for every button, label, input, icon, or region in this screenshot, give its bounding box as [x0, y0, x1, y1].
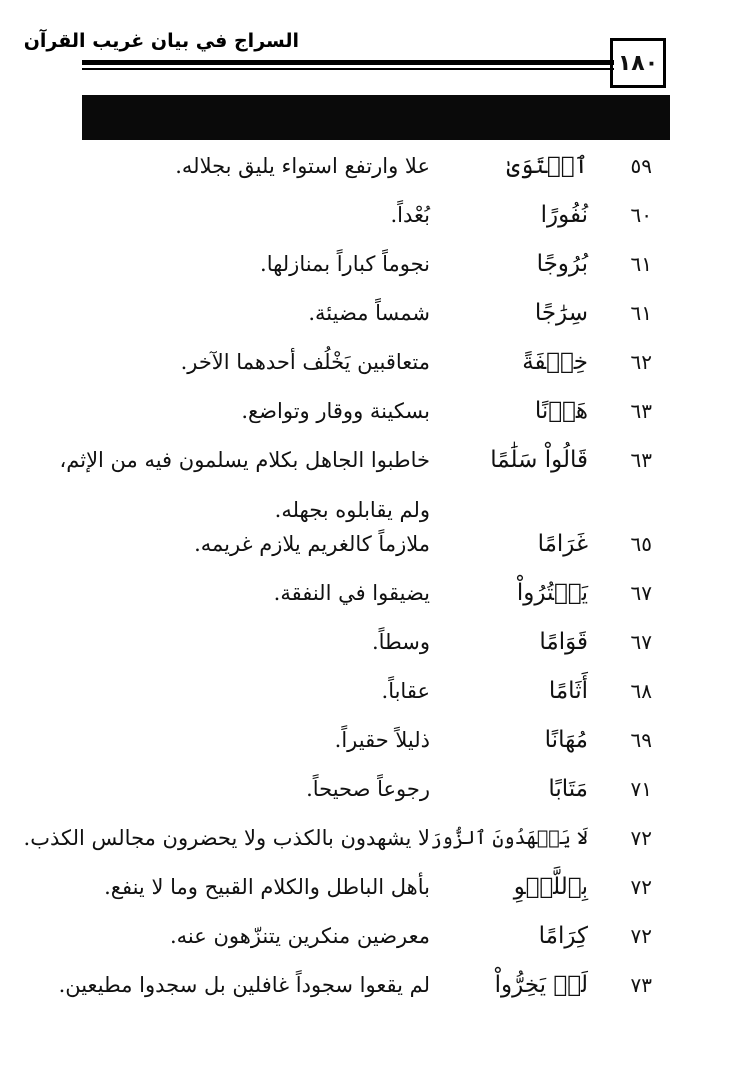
entry-72b: [60, 864, 670, 910]
black-banner: [82, 95, 670, 140]
verse-number: ٧٢: [630, 875, 652, 899]
verse-number: ٧١: [630, 777, 652, 801]
entry-61a: [60, 241, 670, 287]
verse-number: ٦٥: [630, 532, 652, 556]
entry-72a: [23, 815, 670, 861]
quran-word: لَمۡ يَخِرُّواْ: [494, 972, 588, 998]
word-meaning: نجوماً كباراً بمنازلها.: [260, 252, 430, 276]
entry-61b: [60, 290, 670, 336]
entry-59: [60, 143, 670, 189]
entry-63a: [60, 388, 670, 434]
verse-number: ٦٨: [630, 679, 652, 703]
word-meaning: رجوعاً صحيحاً.: [306, 777, 430, 801]
word-meaning: متعاقبين يَخْلُف أحدهما الآخر.: [180, 350, 430, 374]
word-meaning: وسطاً.: [371, 630, 430, 654]
page-number: ١٨٠: [610, 38, 666, 88]
quran-word: لَا يَشۡهَدُونَ ٱلزُّورَ: [430, 827, 588, 849]
verse-number: ٦٣: [630, 448, 652, 472]
word-meaning: يضيقوا في النفقة.: [273, 581, 430, 605]
verse-number: ٥٩: [630, 154, 652, 178]
word-meaning: بُعْداً.: [390, 203, 430, 227]
verse-number: ٦٣: [630, 399, 652, 423]
word-meaning: بسكينة ووقار وتواضع.: [241, 399, 430, 423]
quran-word: ٱسۡتَوَىٰ: [506, 153, 588, 179]
word-meaning: علا وارتفع استواء يليق بجلاله.: [175, 154, 430, 178]
quran-word: نُفُورًا: [540, 202, 588, 228]
header-rule-thin: [82, 68, 614, 70]
entry-72c: [60, 913, 670, 959]
word-meaning: لا يشهدون بالكذب ولا يحضرون مجالس الكذب.: [23, 826, 430, 850]
entry-60: [60, 192, 670, 238]
verse-number: ٦١: [630, 252, 652, 276]
quran-word: كِرَامًا: [538, 923, 588, 949]
word-meaning: ملازماً كالغريم يلازم غريمه.: [194, 532, 430, 556]
entry-63b: [60, 437, 670, 533]
entry-71: [60, 766, 670, 812]
entry-69: [60, 717, 670, 763]
quran-word: هَوۡنًا: [534, 398, 588, 424]
verse-number: ٧٢: [630, 826, 652, 850]
quran-word: مَتَابًا: [548, 776, 588, 802]
verse-number: ٦٠: [630, 203, 652, 227]
quran-word: يَقۡتُرُواْ: [516, 580, 588, 606]
entry-65: [60, 521, 670, 567]
entry-73: [60, 962, 670, 1008]
word-meaning: خاطبوا الجاهل بكلام يسلمون فيه من الإثم،: [59, 448, 430, 472]
verse-number: ٦٧: [630, 581, 652, 605]
verse-number: ٧٣: [630, 973, 652, 997]
word-meaning: عقاباً.: [381, 679, 430, 703]
quran-word: بُرُوجًا: [536, 251, 588, 277]
quran-word: مُهَانًا: [544, 727, 588, 753]
quran-word: غَرَامًا: [537, 531, 588, 557]
book-title: السراج في بيان غريب القرآن: [23, 30, 299, 52]
word-meaning: شمساً مضيئة.: [308, 301, 430, 325]
quran-word: أَثَامًا: [548, 678, 588, 704]
quran-word: خِلۡفَةً: [522, 349, 588, 375]
header-rule-thick: [82, 60, 614, 65]
quran-word: قَوَامًا: [539, 629, 588, 655]
word-meaning: لم يقعوا سجوداً غافلين بل سجدوا مطيعين.: [58, 973, 430, 997]
word-meaning: بأهل الباطل والكلام القبيح وما لا ينفع.: [104, 875, 430, 899]
quran-word: قَالُواْ سَلَٰمًا: [490, 447, 588, 473]
verse-number: ٦٧: [630, 630, 652, 654]
verse-number: ٦٩: [630, 728, 652, 752]
verse-number: ٦٢: [630, 350, 652, 374]
entry-68: [60, 668, 670, 714]
entry-67a: [60, 570, 670, 616]
verse-number: ٧٢: [630, 924, 652, 948]
entry-62: [60, 339, 670, 385]
word-meaning: معرضين منكرين يتنزّهون عنه.: [170, 924, 430, 948]
word-meaning-continued: ولم يقابلوه بجهله.: [274, 498, 430, 522]
entry-67b: [60, 619, 670, 665]
word-meaning: ذليلاً حقيراً.: [334, 728, 430, 752]
quran-word: سِرَٰجًا: [534, 300, 588, 326]
quran-word: بِٱللَّغۡوِ: [513, 874, 588, 900]
verse-number: ٦١: [630, 301, 652, 325]
